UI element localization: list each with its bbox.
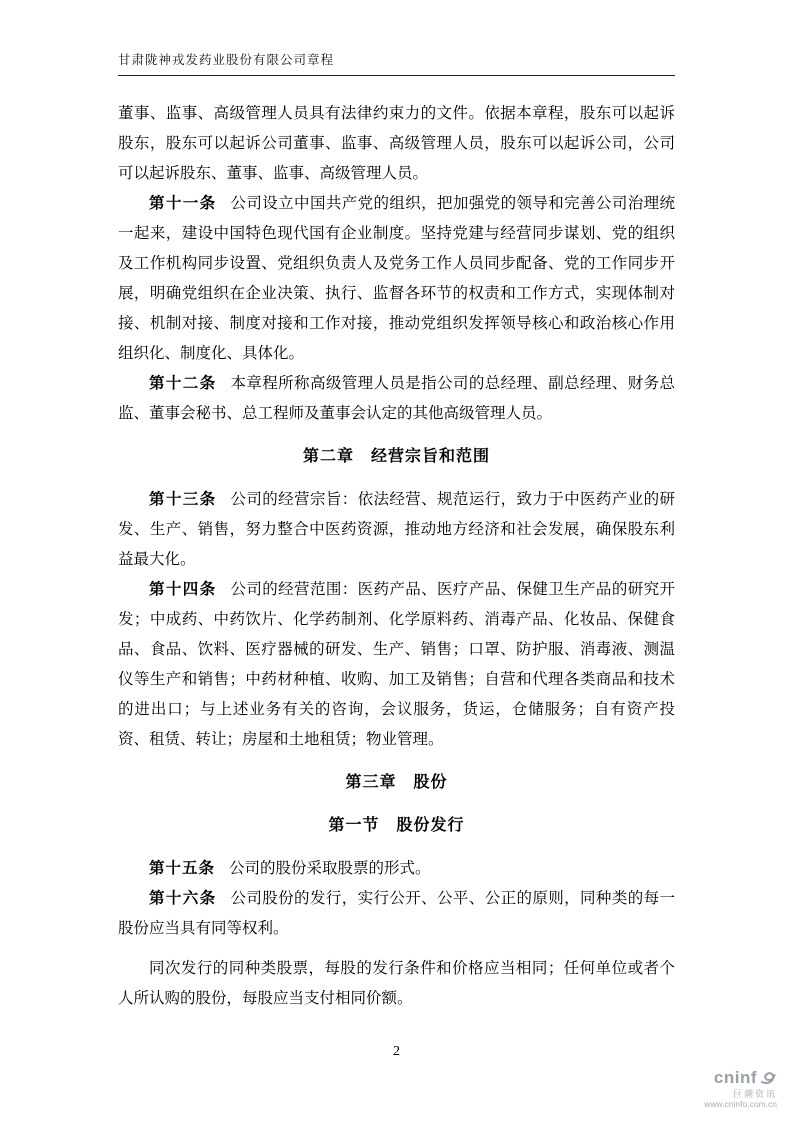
header-title: 甘肃陇神戎发药业股份有限公司章程	[118, 53, 335, 67]
chapter-3-heading: 第三章 股份	[345, 774, 448, 791]
page-header	[118, 50, 675, 76]
article-16-number: 第十六条	[149, 890, 217, 907]
article-13-paragraph	[118, 485, 675, 575]
cninfo-logo-text: cninf	[713, 1068, 757, 1088]
article-11-paragraph	[118, 189, 675, 369]
article-13-text: 公司的经营宗旨：依法经营、规范运行，致力于中医药产业的研发、生产、销售，努力整合中医药资源，推动地方经济和社会发展，确保股东利益最大化。	[118, 491, 675, 568]
article-16-text: 公司股份的发行，实行公开、公平、公正的原则，同种类的每一股份应当具有同等权利。	[118, 890, 675, 937]
section-1-heading: 第一节 股份发行	[328, 817, 465, 834]
article-14-paragraph	[118, 575, 675, 755]
cninfo-swoosh-icon	[759, 1069, 777, 1087]
article-11-text: 公司设立中国共产党的组织，把加强党的领导和完善公司治理统一起来，建设中国特色现代国有企业制度。坚持党建与经营同步谋划、党的组织及工作机构同步设置、党组织负责人及党务工作人员同步配备、党的工作同步开展，明确党组织在企业决策、执行、监督各环节的权责和工作方式，实现体制对接、机制对接、制度对接和工作对接，推动党组织发挥领导核心和政治核心作用组织化、制度化、具体化。	[118, 195, 675, 362]
article-14-number: 第十四条	[149, 581, 217, 598]
cninfo-logo-url: www.cninfo.com.cn	[704, 1099, 777, 1110]
paragraph-continuation: 董事、监事、高级管理人员具有法律约束力的文件。依据本章程，股东可以起诉股东，股东可以起诉公司董事、监事、高级管理人员，股东可以起诉公司，公司可以起诉股东、董事、监事、高级管理人员。	[118, 105, 675, 182]
article-13-number: 第十三条	[149, 491, 217, 508]
article-15-number: 第十五条	[149, 860, 216, 877]
document-content	[118, 99, 675, 1014]
article-12-text: 本章程所称高级管理人员是指公司的总经理、副总经理、财务总监、董事会秘书、总工程师及董事会认定的其他高级管理人员。	[118, 375, 675, 422]
page-number: 2	[393, 1044, 400, 1059]
article-12-number: 第十二条	[149, 375, 217, 392]
article-12-paragraph	[118, 369, 675, 429]
article-15-text: 公司的股份采取股票的形式。	[228, 860, 431, 877]
chapter-2-heading: 第二章 经营宗旨和范围	[302, 448, 490, 465]
article-15-paragraph	[118, 854, 675, 884]
cninfo-logo-brand-row	[704, 1068, 777, 1088]
article-14-text: 公司的经营范围：医药产品、医疗产品、保健卫生产品的研究开发；中成药、中药饮片、化学药制剂、化学原料药、消毒产品、化妆品、保健食品、食品、饮料、医疗器械的研发、生产、销售；口罩、防护服、消毒液、测温仪等生产和销售；中药材种植、收购、加工及销售；自营和代理各类商品和技术的进出口；与上述业务有关的咨询，会议服务，货运，仓储服务；自有资产投资、租赁、转让；房屋和土地租赁；物业管理。	[118, 581, 675, 748]
article-16-paragraph	[118, 884, 675, 944]
cninfo-logo	[704, 1068, 777, 1110]
cninfo-logo-name: 巨潮资讯	[732, 1088, 777, 1099]
article-11-number: 第十一条	[149, 195, 217, 212]
paragraph-same-issue: 同次发行的同种类股票，每股的发行条件和价格应当相同；任何单位或者个人所认购的股份，每股应当支付相同价额。	[118, 960, 675, 1007]
